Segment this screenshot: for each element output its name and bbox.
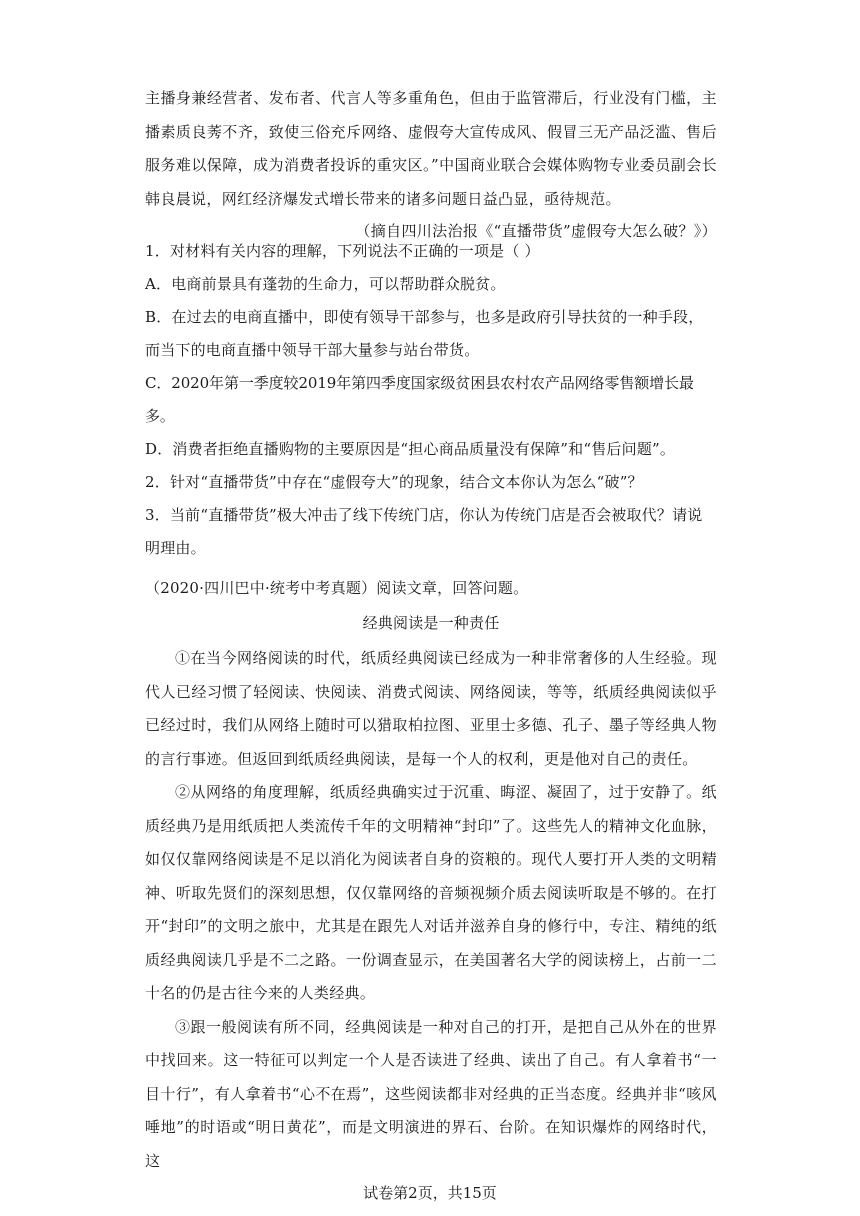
article-title: 经典阅读是一种责任	[362, 614, 500, 632]
passage-tail	[145, 82, 717, 249]
article-paragraph-3: ③跟一般阅读有所不同，经典阅读是一种对自己的打开，是把自己从外在的世界中找回来。这一特征可以判定一个人是否读进了经典、读出了自己。有人拿着书“一目十行”，有人拿着书“心不在焉”，这些阅读都非对经典的正当态度。经典并非“咳风唾地”的时语或“明日黄花”，而是文明演进的界石、台阶。在知识爆炸的网络时代，这	[145, 1017, 717, 1170]
question-1-stem: 1．对材料有关内容的理解，下列说法不正确的一项是（ ）	[145, 242, 540, 260]
question-2: 2．针对“直播带货”中存在“虚假夸大”的现象，结合文本你认为怎么“破”？	[145, 473, 643, 491]
question-1-option-b: B．在过去的电商直播中，即使有领导干部参与，也多是政府引导扶贫的一种手段，而当下的电商直播中领导干部大量参与站台带货。	[145, 308, 704, 359]
questions	[145, 235, 717, 565]
question-1-option-c: C．2020年第一季度较2019年第四季度国家级贫困县农村农产品网络零售额增长最多。	[145, 374, 694, 425]
section-2	[145, 572, 717, 1178]
section-2-intro: （2020·四川巴中·统考中考真题）阅读文章，回答问题。	[145, 579, 529, 597]
question-1-option-a: A．电商前景具有蓬勃的生命力，可以帮助群众脱贫。	[145, 275, 506, 293]
passage-source: （摘自四川法治报《“直播带货”虚假夸大怎么破？》）	[355, 222, 717, 240]
question-3: 3．当前“直播带货”极大冲击了线下传统门店，你认为传统门店是否会被取代？请说明理由。	[145, 506, 703, 557]
article-paragraph-1: ①在当今网络阅读的时代，纸质经典阅读已经成为一种非常奢侈的人生经验。现代人已经习惯了轻阅读、快阅读、消费式阅读、网络阅读，等等，纸质经典阅读似乎已经过时，我们从网络上随时可以猎取柏拉图、亚里士多德、孔子、墨子等经典人物的言行事迹。但返回到纸质经典阅读，是每一个人的权利，更是他对自己的责任。	[145, 649, 717, 768]
question-1-option-d: D．消费者拒绝直播购物的主要原因是“担心商品质量没有保障”和“售后问题”。	[145, 440, 676, 458]
passage-tail-paragraph: 主播身兼经营者、发布者、代言人等多重角色，但由于监管滞后，行业没有门槛，主播素质良莠不齐，致使三俗充斥网络、虚假夸大宣传成风、假冒三无产品泛滥、售后服务难以保障，成为消费者投诉的重灾区。”中国商业联合会媒体购物专业委员副会长韩良晨说，网红经济爆发式增长带来的诸多问题日益凸显，亟待规范。	[145, 89, 717, 208]
article-paragraph-2: ②从网络的角度理解，纸质经典确实过于沉重、晦涩、凝固了，过于安静了。纸质经典乃是用纸质把人类流传千年的文明精神“封印”了。这些先人的精神文化血脉，如仅仅靠网络阅读是不足以消化为阅读者自身的资粮的。现代人要打开人类的文明精神、听取先贤们的深刻思想，仅仅靠网络的音频视频介质去阅读听取是不够的。在打开“封印”的文明之旅中，尤其是在跟先人对话并滋养自身的修行中，专注、精纯的纸质经典阅读几乎是不二之路。一份调查显示，在美国著名大学的阅读榜上，占前一二十名的仍是古往今来的人类经典。	[145, 783, 717, 1002]
page-footer: 试卷第2页，共15页	[363, 1184, 497, 1202]
